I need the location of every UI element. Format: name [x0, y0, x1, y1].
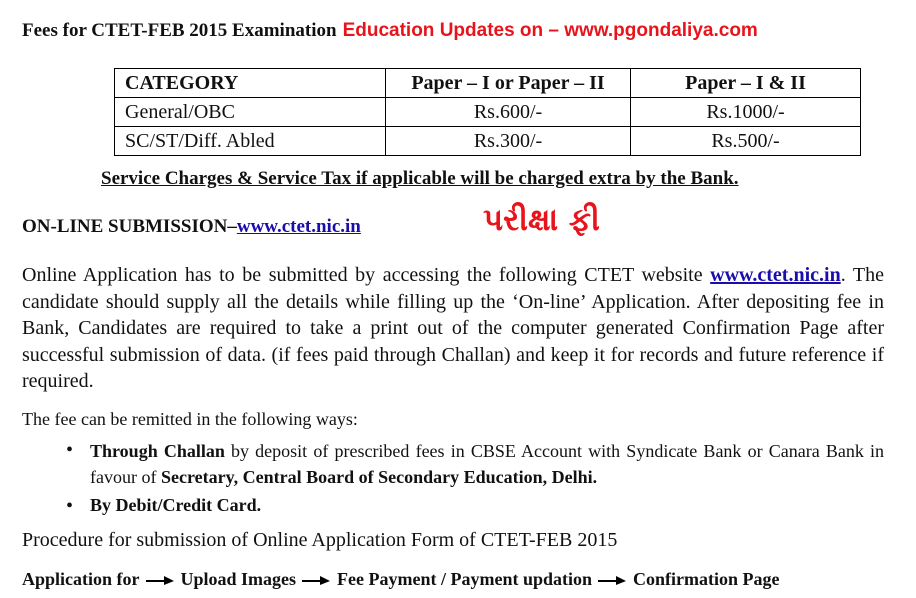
challan-label: Through Challan: [90, 441, 225, 461]
flow-step: Confirmation Page: [633, 569, 780, 589]
arrow-right-icon: [598, 574, 626, 586]
challan-payee: Secretary, Central Board of Secondary Education, Delhi.: [160, 467, 598, 487]
cell-fee-both: Rs.1000/-: [631, 98, 861, 127]
flow-step: Upload Images: [180, 569, 297, 589]
flow-step: Fee Payment / Payment updation: [337, 569, 593, 589]
paragraph-part1: Online Application has to be submitted by accessing the following CTET website: [22, 264, 711, 286]
cell-category: General/OBC: [115, 98, 386, 127]
table-row: [115, 98, 861, 127]
cell-fee-single: Rs.600/-: [386, 98, 631, 127]
challan-text: by deposit of prescribed fees in CBSE Account with Syndicate Bank or Canara Bank in favour of: [90, 441, 884, 487]
fee-table: [114, 68, 861, 156]
cell-fee-single: Rs.300/-: [386, 127, 631, 156]
bullet-icon: •: [66, 495, 74, 517]
online-submission-heading: [22, 216, 361, 238]
bullet-card: By Debit/Credit Card.: [90, 495, 262, 515]
title-text: Fees for CTET-FEB 2015 Examination: [22, 20, 337, 41]
arrow-right-icon: [302, 574, 330, 586]
service-charge-note: Service Charges & Service Tax if applicable will be charged extra by the Bank.: [101, 168, 739, 189]
instructions-paragraph: [22, 262, 884, 395]
table-row: [115, 127, 861, 156]
header-paper-one-or-two: Paper – I or Paper – II: [386, 69, 631, 98]
page-title: [22, 20, 758, 42]
online-label: ON-LINE SUBMISSION–: [22, 216, 237, 237]
gujarati-exam-fee: પરીક્ષા ફી: [483, 202, 600, 238]
paragraph-part2: . The candidate should supply all the details while filling up the ‘On-line’ Application. After depositing fee in Bank, Candidates are required to take a print out of the computer generated Confirmation Page after successful submission of data. (if fees paid through Challan) and keep it for records and future reference if required.: [22, 264, 885, 393]
cell-category: SC/ST/Diff. Abled: [115, 127, 386, 156]
header-paper-both: Paper – I & II: [631, 69, 861, 98]
promo-text: Education Updates on – www.pgondaliya.com: [342, 20, 758, 41]
procedure-flow: [22, 569, 780, 590]
bullet-challan: [90, 438, 884, 490]
flow-step: Application for: [22, 569, 140, 589]
procedure-heading: Procedure for submission of Online Application Form of CTET-FEB 2015: [22, 529, 618, 551]
cell-fee-both: Rs.500/-: [631, 127, 861, 156]
ctet-link-inline[interactable]: www.ctet.nic.in: [710, 264, 841, 286]
table-header-row: [115, 69, 861, 98]
bullet-icon: •: [66, 439, 74, 461]
ctet-link[interactable]: www.ctet.nic.in: [236, 216, 361, 237]
header-category: CATEGORY: [115, 69, 386, 98]
ways-intro: The fee can be remitted in the following ways:: [22, 409, 358, 429]
arrow-right-icon: [146, 574, 174, 586]
